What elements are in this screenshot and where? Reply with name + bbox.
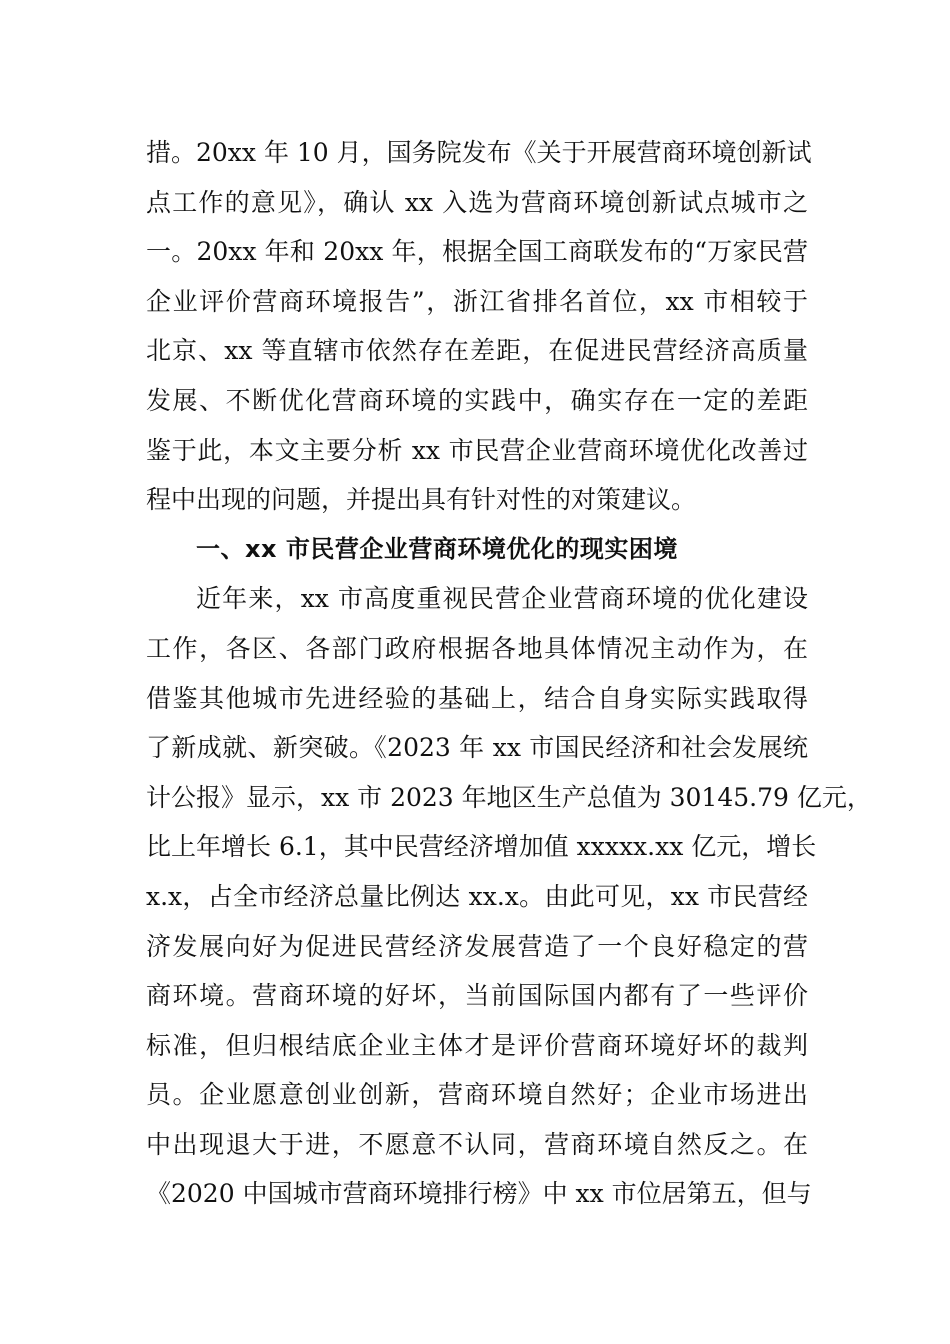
- paragraph-line: 计公报》显示，xx 市 2023 年地区生产总值为 30145.79 亿元，: [146, 782, 872, 812]
- paragraph-line: 工作，各区、各部门政府根据各地具体情况主动作为，在: [146, 633, 808, 663]
- paragraph-line: x.x，占全市经济总量比例达 xx.x。由此可见，xx 市民营经: [146, 881, 808, 911]
- paragraph-line: 中出现退大于进，不愿意不认同，营商环境自然反之。在: [146, 1129, 808, 1159]
- paragraph-1: [146, 128, 812, 525]
- paragraph-line: 近年来，xx 市高度重视民营企业营商环境的优化建设: [196, 584, 808, 614]
- paragraph-line: 点工作的意见》，确认 xx 入选为营商环境创新试点城市之: [146, 187, 808, 217]
- paragraph-line: 借鉴其他城市先进经验的基础上，结合自身实际实践取得: [146, 683, 808, 713]
- document-body: [146, 128, 872, 1219]
- paragraph-2: [146, 574, 872, 1219]
- paragraph-line: 企业评价营商环境报告”，浙江省排名首位，xx 市相较于: [146, 286, 808, 316]
- paragraph-line: 程中出现的问题，并提出具有针对性的对策建议。: [146, 485, 697, 515]
- paragraph-line: 比上年增长 6.1，其中民营经济增加值 xxxxx.xx 亿元，增长: [146, 832, 817, 862]
- section-heading: 一、xx 市民营企业营商环境优化的现实困境: [196, 534, 678, 563]
- paragraph-line: 了新成就、新突破。《2023 年 xx 市国民经济和社会发展统: [146, 733, 808, 763]
- paragraph-line: 《2020 中国城市营商环境排行榜》中 xx 市位居第五，但与: [146, 1179, 812, 1209]
- paragraph-line: 北京、xx 等直辖市依然存在差距，在促进民营经济高质量: [146, 336, 808, 366]
- paragraph-line: 济发展向好为促进民营经济发展营造了一个良好稳定的营: [146, 931, 808, 961]
- paragraph-line: 发展、不断优化营商环境的实践中，确实存在一定的差距: [146, 385, 808, 415]
- paragraph-line: 措。20xx 年 10 月，国务院发布《关于开展营商环境创新试: [146, 138, 812, 167]
- paragraph-line: 标准，但归根结底企业主体才是评价营商环境好坏的裁判: [146, 1030, 808, 1060]
- paragraph-line: 商环境。营商环境的好坏，当前国际国内都有了一些评价: [146, 981, 808, 1011]
- paragraph-line: 员。企业愿意创业创新，营商环境自然好；企业市场进出: [146, 1080, 808, 1110]
- paragraph-line: 一。20xx 年和 20xx 年，根据全国工商联发布的“万家民营: [146, 237, 808, 267]
- paragraph-line: 鉴于此，本文主要分析 xx 市民营企业营商环境优化改善过: [146, 435, 808, 465]
